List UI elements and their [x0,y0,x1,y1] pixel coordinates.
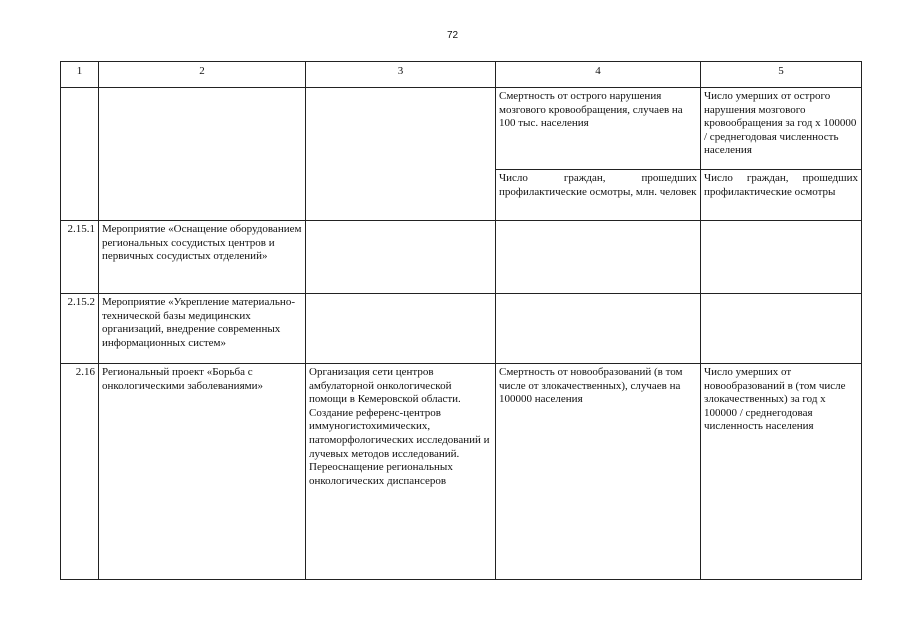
cell-formula: Число граждан, прошедших профилактические осмотры [701,170,862,221]
cell-formula: Число умерших от острого нарушения мозгового кровообращения за год х 100000 / среднегодовая численность населения [701,88,862,170]
cell-content [306,294,496,364]
table-row [61,221,862,294]
cell-formula [701,221,862,294]
cell-event: Мероприятие «Укрепление материально-технической базы медицинских организаций, внедрение современных информационных систем» [99,294,306,364]
cell-num: 2.15.2 [61,294,99,364]
cell-formula: Число умерших от новообразований в (том числе злокачественных) за год х 100000 / среднегодовая численность населения [701,364,862,580]
cell-content: Организация сети центров амбулаторной онкологической помощи в Кемеровской области. Создание референс-центров иммуногистохимических, патоморфологических исследований и лучевых методов исследований. Переоснащение региональных онкологических диспансеров [306,364,496,580]
cell-indicator: Смертность от новообразований (в том числе от злокачественных), случаев на 100000 населения [496,364,701,580]
cell-event [99,88,306,221]
header-cell: 4 [496,62,701,88]
header-cell: 3 [306,62,496,88]
table-row [61,364,862,580]
header-cell: 2 [99,62,306,88]
header-cell: 5 [701,62,862,88]
cell-indicator: Число граждан, прошедших профилактические осмотры, млн. человек [496,170,701,221]
cell-event: Региональный проект «Борьба с онкологическими заболеваниями» [99,364,306,580]
cell-indicator [496,294,701,364]
cell-indicator: Смертность от острого нарушения мозгового кровообращения, случаев на 100 тыс. населения [496,88,701,170]
cell-formula [701,294,862,364]
document-table [60,61,862,580]
cell-content [306,221,496,294]
cell-event: Мероприятие «Оснащение оборудованием региональных сосудистых центров и первичных сосудистых отделений» [99,221,306,294]
page-number: 72 [446,30,459,41]
table-row [61,294,862,364]
table-header-row [61,62,862,88]
cell-indicator [496,221,701,294]
header-cell: 1 [61,62,99,88]
table-row [61,88,862,170]
cell-num: 2.16 [61,364,99,580]
cell-num: 2.15.1 [61,221,99,294]
cell-num [61,88,99,221]
cell-content [306,88,496,221]
